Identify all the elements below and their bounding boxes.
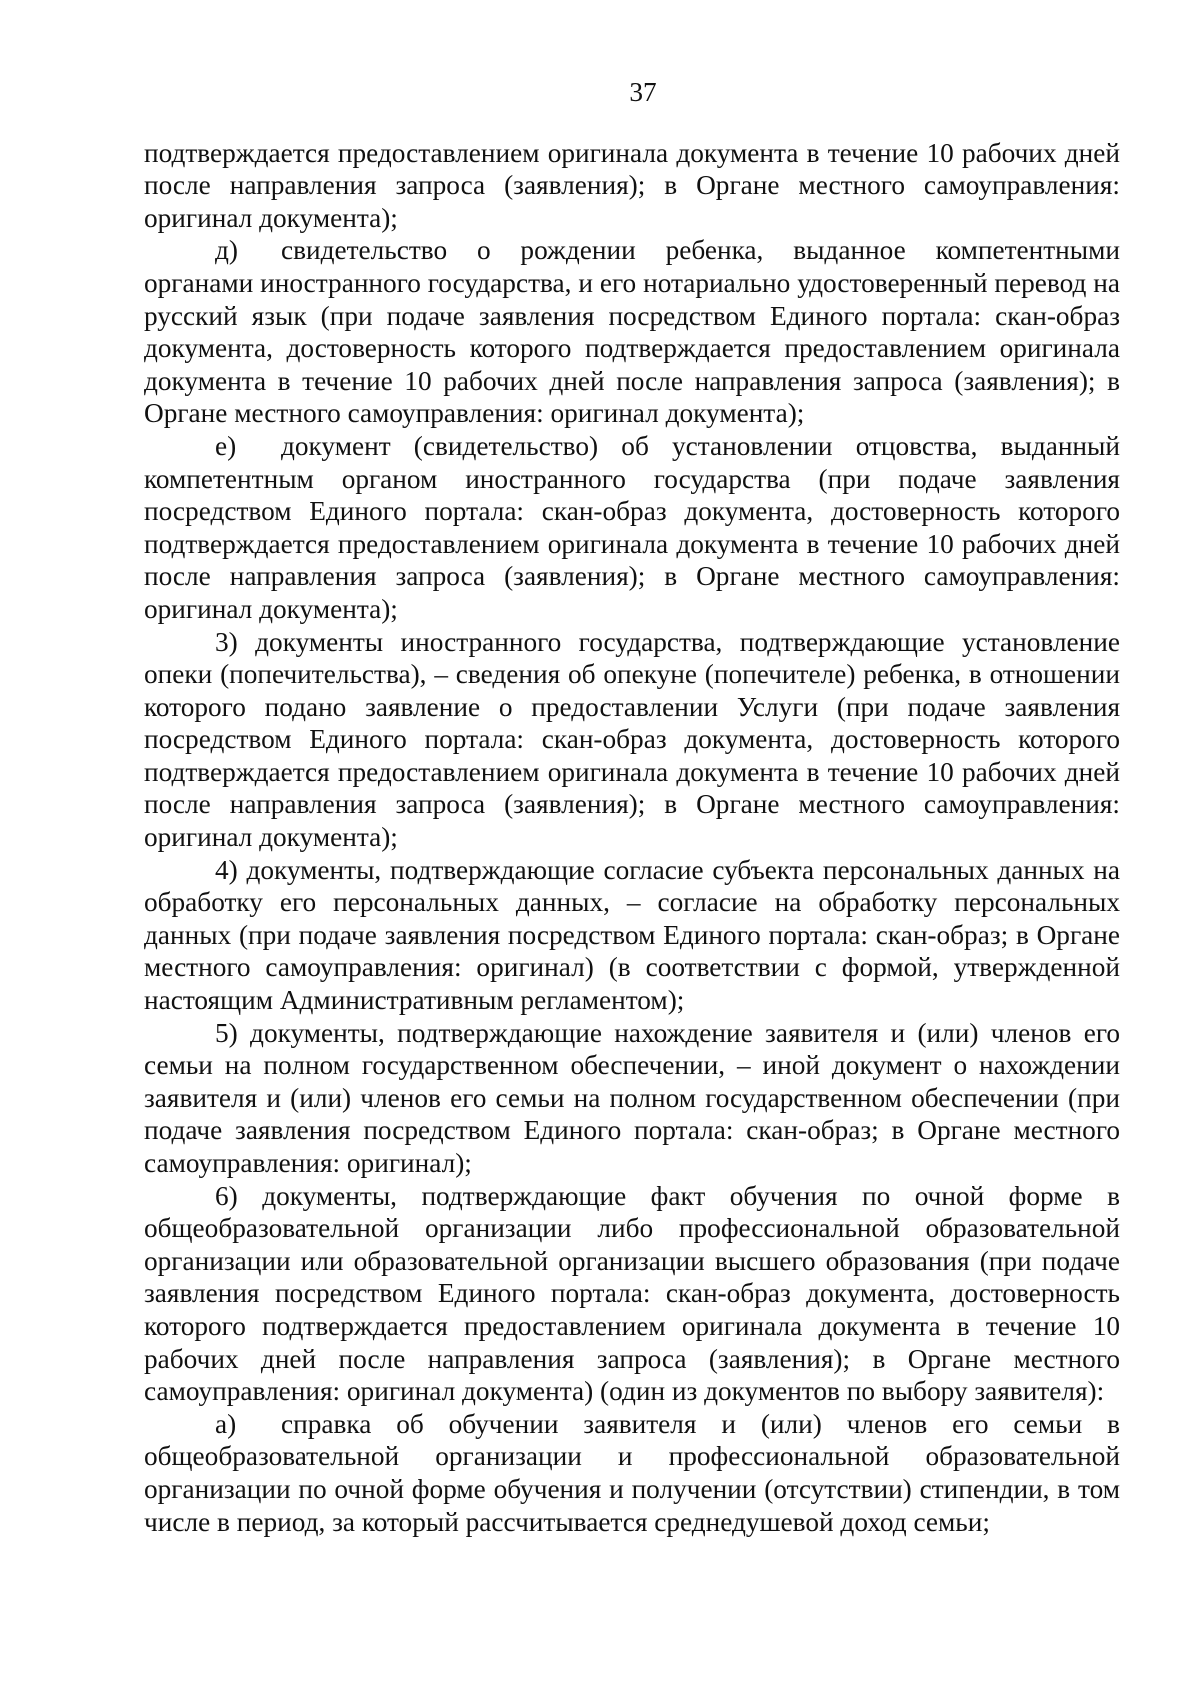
paragraph-item-4 xyxy=(144,854,1120,1017)
paragraph-item-3 xyxy=(144,626,1120,854)
paragraph-item-a xyxy=(144,1408,1120,1538)
paragraph-text: свидетельство о рождении ребенка, выданное компетентными органами иностранного государства, и его нотариально удостоверенный перевод на русский язык (при подаче заявления посредством Единого портала: скан-образ документа, достоверность которого подтверждается предоставлением оригинала документа в течение 10 рабочих дней после направления запроса (заявления); в Органе местного самоуправления: оригинал документа); xyxy=(144,235,1120,429)
paragraph-text: 4) документы, подтверждающие согласие субъекта персональных данных на обработку его персональных данных, – согласие на обработку персональных данных (при подаче заявления посредством Единого портала: скан-образ; в Органе местного самоуправления: оригинал) (в соответствии с формой, утвержденной настоящим Административным регламентом); xyxy=(144,854,1120,1016)
paragraph-item-e xyxy=(144,430,1120,626)
paragraph-text: документ (свидетельство) об установлении отцовства, выданный компетентным органом иностранного государства (при подаче заявления посредством Единого портала: скан-образ документа, достоверность которого подтверждается предоставлением оригинала документа в течение 10 рабочих дней после направления запроса (заявления); в Органе местного самоуправления: оригинал документа); xyxy=(144,430,1120,624)
paragraph-item-5 xyxy=(144,1017,1120,1180)
list-marker: е) xyxy=(215,430,237,461)
paragraph-text: 3) документы иностранного государства, подтверждающие установление опеки (попечительства), – сведения об опекуне (попечителе) ребенка, в отношении которого подано заявление о предоставлении Услуги (при подаче заявления посредством Единого портала: скан-образ документа, достоверность которого подтверждается предоставлением оригинала документа в течение 10 рабочих дней после направления запроса (заявления); в Органе местного самоуправления: оригинал документа); xyxy=(144,626,1120,853)
paragraph-text: справка об обучении заявителя и (или) членов его семьи в общеобразовательной организации и профессиональной образовательной организации по очной форме обучения и получении (отсутствии) стипендии, в том числе в период, за который рассчитывается среднедушевой доход семьи; xyxy=(144,1408,1120,1537)
page-number: 37 xyxy=(629,77,657,107)
paragraph-text: 5) документы, подтверждающие нахождение заявителя и (или) членов его семьи на полном государственном обеспечении, – иной документ о нахождении заявителя и (или) членов его семьи на полном государственном обеспечении (при подаче заявления посредством Единого портала: скан-образ; в Органе местного самоуправления: оригинал); xyxy=(144,1017,1120,1178)
paragraph-continuation xyxy=(144,137,1120,235)
paragraph-item-d xyxy=(144,234,1120,430)
paragraph-text: 6) документы, подтверждающие факт обучения по очной форме в общеобразовательной организации либо профессиональной образовательной организации или образовательной организации высшего образования (при подаче заявления посредством Единого портала: скан-образ документа, достоверность которого подтверждается предоставлением оригинала документа в течение 10 рабочих дней после направления запроса (заявления); в Органе местного самоуправления: оригинал документа) (один из документов по выбору заявителя): xyxy=(144,1180,1120,1407)
paragraph-item-6 xyxy=(144,1180,1120,1408)
list-marker: д) xyxy=(215,235,238,266)
paragraph-text: подтверждается предоставлением оригинала документа в течение 10 рабочих дней после направления запроса (заявления); в Органе местного самоуправления: оригинал документа); xyxy=(144,137,1120,233)
list-marker: а) xyxy=(215,1408,237,1439)
